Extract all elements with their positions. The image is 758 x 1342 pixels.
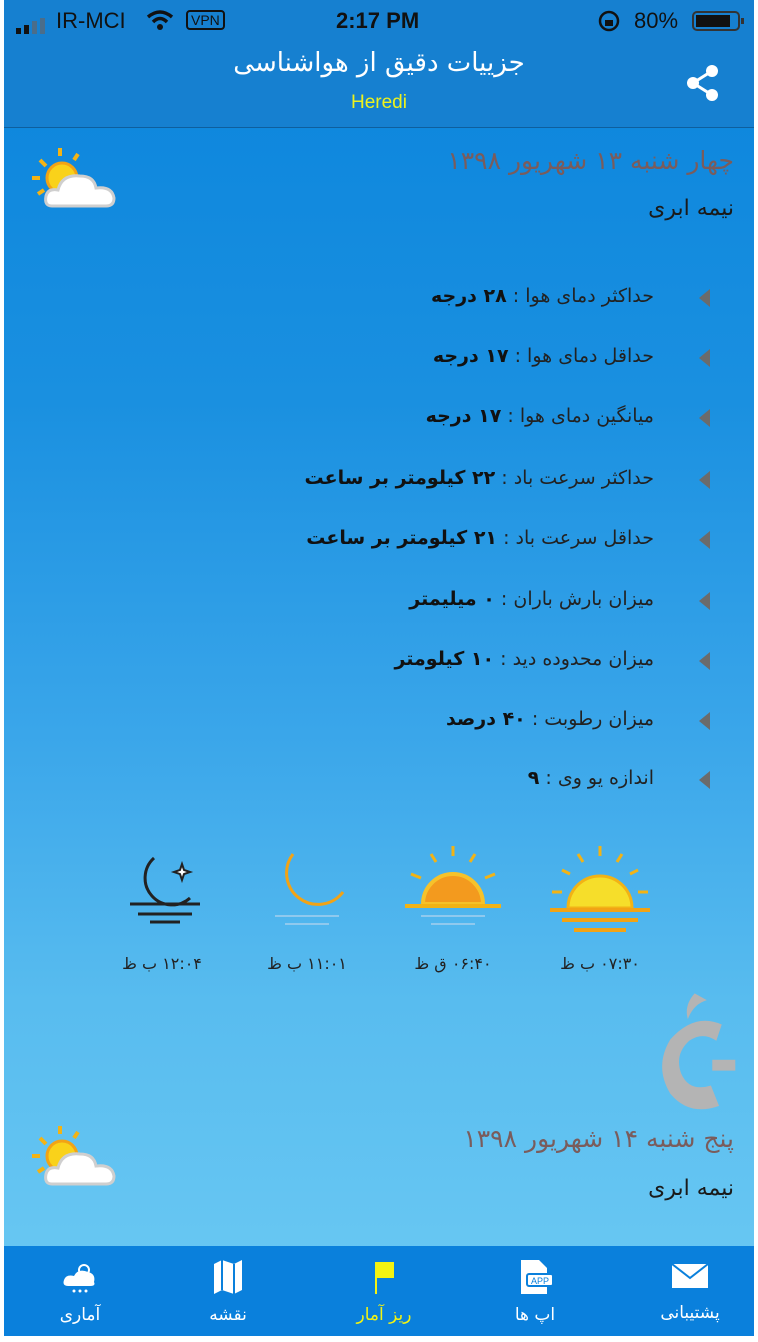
day-date: پنج شنبه ۱۴ شهریور ۱۳۹۸ bbox=[463, 1124, 734, 1153]
sunset-item bbox=[540, 842, 660, 973]
bullet-arrow-icon bbox=[699, 712, 710, 730]
partly-cloudy-icon bbox=[30, 146, 120, 216]
detail-row bbox=[409, 588, 654, 610]
moonrise-icon bbox=[255, 842, 359, 938]
tab-map[interactable] bbox=[168, 1260, 288, 1325]
tab-label: آماری bbox=[59, 1305, 101, 1325]
rotation-lock-icon bbox=[598, 10, 620, 38]
bullet-arrow-icon bbox=[699, 349, 710, 367]
tab-apps[interactable] bbox=[475, 1260, 595, 1325]
flag-icon bbox=[364, 1260, 404, 1294]
detail-label: حداقل سرعت باد : bbox=[503, 527, 654, 549]
detail-row bbox=[426, 405, 654, 427]
detail-label: اندازه یو وی : bbox=[545, 767, 654, 789]
bullet-arrow-icon bbox=[699, 771, 710, 789]
page-title: جزییات دقیق از هواشناسی bbox=[233, 48, 525, 78]
detail-row bbox=[528, 767, 654, 789]
moonrise-item bbox=[247, 842, 367, 973]
detail-row bbox=[433, 345, 654, 367]
svg-text:APP: APP bbox=[530, 1276, 550, 1286]
watermark-logo bbox=[654, 992, 738, 1118]
bullet-arrow-icon bbox=[699, 531, 710, 549]
app-icon bbox=[515, 1260, 555, 1294]
detail-value: ۱۰ کیلومتر bbox=[394, 648, 495, 670]
app-screen bbox=[4, 0, 754, 1336]
moonset-item bbox=[102, 842, 222, 973]
mail-icon bbox=[670, 1260, 710, 1292]
detail-value: ۲۸ درجه bbox=[431, 285, 507, 307]
detail-label: میزان بارش باران : bbox=[500, 588, 654, 610]
share-icon bbox=[686, 64, 720, 102]
day-date: چهار شنبه ۱۳ شهریور ۱۳۹۸ bbox=[447, 146, 734, 175]
day-condition: نیمه ابری bbox=[648, 196, 734, 221]
detail-value: ۹ bbox=[527, 767, 540, 789]
signal-icon bbox=[16, 14, 50, 40]
tab-label: پشتیبانی bbox=[660, 1303, 720, 1323]
detail-row bbox=[431, 285, 654, 307]
wifi-icon bbox=[146, 10, 174, 36]
battery-icon bbox=[692, 11, 746, 37]
battery-percent: 80% bbox=[634, 8, 679, 33]
partly-cloudy-icon bbox=[30, 1124, 120, 1194]
tab-label: نقشه bbox=[209, 1305, 247, 1325]
tab-label: ریز آمار bbox=[356, 1305, 412, 1325]
detail-label: حداکثر سرعت باد : bbox=[501, 467, 654, 489]
sunrise-item bbox=[393, 842, 513, 973]
clock: 2:17 PM bbox=[336, 8, 420, 33]
detail-value: ۲۲ کیلومتر بر ساعت bbox=[304, 467, 496, 489]
detail-label: حداقل دمای هوا : bbox=[514, 345, 654, 367]
share-button[interactable] bbox=[686, 64, 720, 106]
status-bar bbox=[4, 0, 754, 42]
map-icon bbox=[208, 1260, 248, 1294]
tab-label: اپ ها bbox=[514, 1305, 556, 1325]
bottom-tab-bar bbox=[4, 1246, 754, 1336]
detail-label: میزان رطوبت : bbox=[531, 708, 654, 730]
detail-value: ۰ میلیمتر bbox=[409, 588, 495, 610]
carrier: IR-MCI bbox=[56, 8, 126, 33]
bullet-arrow-icon bbox=[699, 289, 710, 307]
sunrise-icon bbox=[401, 842, 505, 938]
detail-row bbox=[305, 467, 655, 489]
app-header bbox=[4, 42, 754, 128]
detail-label: حداکثر دمای هوا : bbox=[512, 285, 654, 307]
city-name: Heredi bbox=[351, 92, 407, 113]
moonrise-time: ۱۱:۰۱ ب ظ bbox=[267, 954, 347, 973]
detail-value: ۴۰ درصد bbox=[445, 708, 526, 730]
sunset-time: ۰۷:۳۰ ب ظ bbox=[560, 954, 640, 973]
tab-support[interactable] bbox=[630, 1260, 750, 1323]
moonset-time: ۱۲:۰۴ ب ظ bbox=[122, 954, 202, 973]
tab-stats[interactable] bbox=[20, 1260, 140, 1325]
bullet-arrow-icon bbox=[699, 652, 710, 670]
detail-row bbox=[394, 648, 654, 670]
sunset-icon bbox=[548, 842, 652, 938]
detail-row bbox=[446, 708, 654, 730]
detail-value: ۱۷ درجه bbox=[425, 405, 502, 427]
moonset-icon bbox=[110, 842, 214, 938]
tab-details[interactable] bbox=[324, 1260, 444, 1325]
vpn-badge: VPN bbox=[186, 10, 225, 30]
day-condition: نیمه ابری bbox=[648, 1176, 734, 1201]
bullet-arrow-icon bbox=[699, 471, 710, 489]
sunrise-time: ۰۶:۴۰ ق ظ bbox=[414, 954, 492, 973]
detail-value: ۲۱ کیلومتر بر ساعت bbox=[306, 527, 498, 549]
detail-value: ۱۷ درجه bbox=[432, 345, 509, 367]
bullet-arrow-icon bbox=[699, 592, 710, 610]
detail-label: میزان محدوده دید : bbox=[500, 648, 654, 670]
bullet-arrow-icon bbox=[699, 409, 710, 427]
weather-stats-icon bbox=[60, 1260, 100, 1294]
detail-row bbox=[306, 527, 654, 549]
detail-label: میانگین دمای هوا : bbox=[507, 405, 654, 427]
